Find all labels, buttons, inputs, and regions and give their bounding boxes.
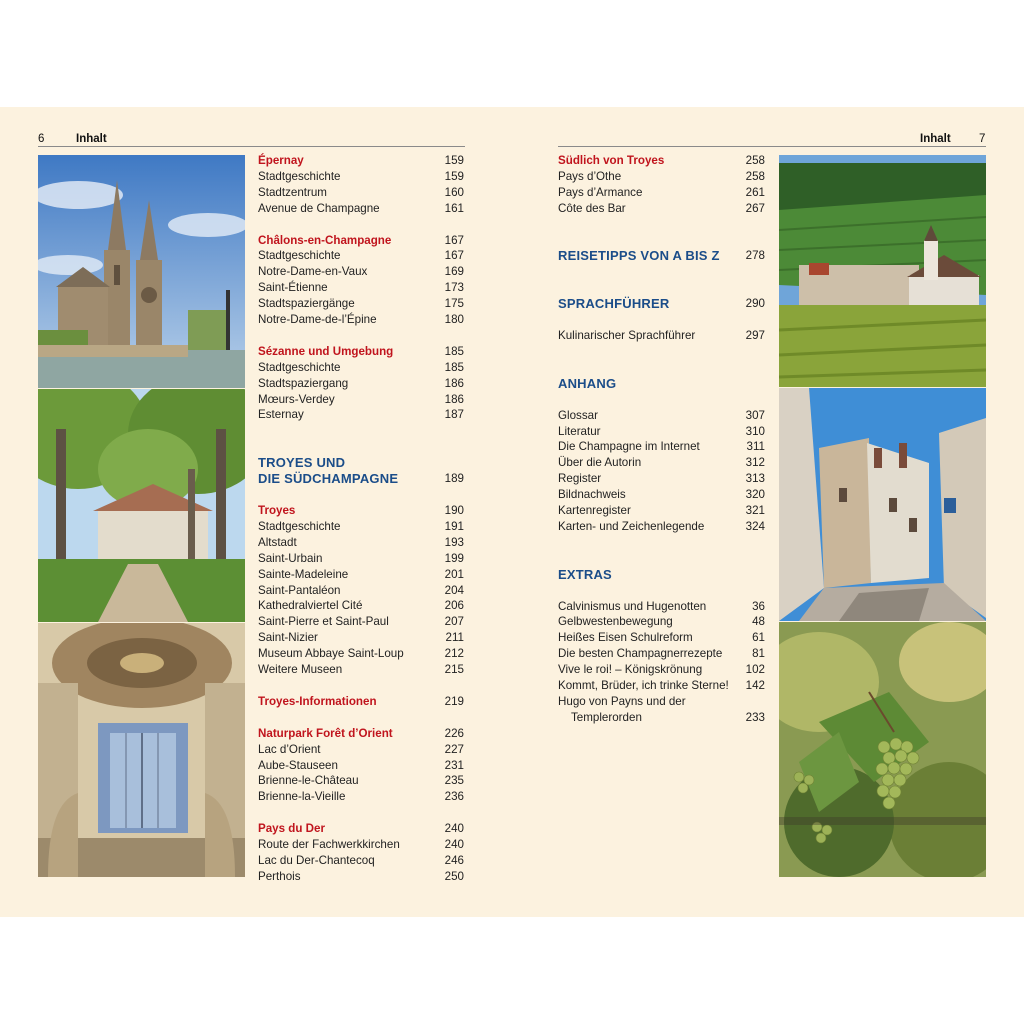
toc-entry[interactable] [258,614,464,630]
toc-entry[interactable] [258,296,464,312]
toc-label: Sézanne und Umgebung [258,344,394,358]
photo-vineyard-village [779,155,986,387]
spacer [558,551,765,567]
toc-entry[interactable] [258,280,464,296]
toc-page-number: 235 [444,774,464,788]
toc-page-number: 161 [444,201,464,215]
toc-page-number: 201 [444,567,464,581]
toc-page-number: 186 [444,376,464,390]
toc-label: Museum Abbaye Saint-Loup [258,647,404,661]
toc-page-number: 191 [444,519,464,533]
toc-page-number: 267 [745,201,765,215]
toc-page-number: 321 [745,504,765,518]
toc-entry[interactable] [558,519,765,535]
toc-page-number: 175 [444,297,464,311]
toc-entry[interactable] [258,519,464,535]
toc-label: Brienne-la-Vieille [258,790,346,804]
toc-page-number: 193 [444,535,464,549]
toc-page-number: 48 [752,615,765,629]
toc-label: Pays du Der [258,822,326,836]
toc-page-number: 219 [444,694,464,708]
spacer [558,535,765,551]
spacer [258,805,464,821]
toc-entry[interactable] [258,551,464,567]
toc-label: Saint-Pierre et Saint-Paul [258,615,389,629]
toc-page-number: 185 [444,344,464,358]
toc-entry[interactable] [258,869,464,885]
toc-page-number: 312 [745,456,765,470]
toc-page-number: 307 [745,408,765,422]
toc-page-number: 250 [444,869,464,883]
toc-label: Troyes-Informationen [258,694,377,708]
toc-label: Kathedralviertel Cité [258,599,363,613]
toc-label: Weitere Museen [258,663,343,677]
spacer [558,233,765,249]
toc-chapter-heading[interactable] [258,344,464,360]
toc-entry[interactable] [258,773,464,789]
left-page-number: 6 [38,133,45,145]
toc-label: Glossar [558,408,598,422]
spacer [258,423,464,439]
toc-label [258,455,398,487]
toc-entry[interactable] [258,598,464,614]
toc-entry[interactable] [258,837,464,853]
toc-page-number: 290 [745,297,765,311]
spacer [558,280,765,296]
toc-label: Karten- und Zeichenlegende [558,520,705,533]
spacer [258,328,464,344]
toc-label: Troyes [258,504,296,518]
toc-entry[interactable] [558,710,765,726]
right-header-rule [558,146,986,147]
toc-page-number: 169 [444,265,464,279]
toc-entry[interactable] [258,201,464,217]
right-running-head: Inhalt [920,133,951,145]
toc-label-line1: TROYES UND [258,455,346,471]
toc-page-number: 246 [444,853,464,867]
toc-chapter-heading[interactable] [258,233,464,249]
toc-label: Über die Autorin [558,456,642,470]
toc-page-number: 199 [444,551,464,565]
toc-entry[interactable] [258,742,464,758]
toc-chapter-heading[interactable] [258,694,464,710]
toc-label: Lac du Der-Chantecoq [258,853,375,867]
toc-page-number: 186 [444,392,464,406]
photo-cathedral-chalons [38,155,245,388]
toc-label: Register [558,472,602,486]
toc-chapter-heading[interactable] [558,153,765,169]
toc-label: Bildnachweis [558,488,626,502]
toc-label: Stadtgeschichte [258,249,341,263]
toc-label: ANHANG [558,375,617,391]
toc-page-number: 226 [444,726,464,740]
toc-label: Saint-Nizier [258,631,318,645]
toc-page-number: 159 [444,169,464,183]
toc-label: Südlich von Troyes [558,154,665,167]
right-page-number: 7 [979,133,986,145]
toc-page-number: 311 [746,440,765,454]
toc-entry[interactable] [258,758,464,774]
toc-label: Stadtzentrum [258,185,327,199]
toc-section-heading[interactable] [558,248,765,264]
photo-village-street [779,388,986,621]
toc-entry[interactable] [558,678,765,694]
toc-label: Kulinarischer Sprachführer [558,329,696,343]
toc-entry[interactable] [558,408,765,424]
toc-page-number: 81 [752,647,765,661]
toc-page-number: 215 [444,663,464,677]
toc-chapter-heading[interactable] [258,726,464,742]
toc-page-number: 211 [445,631,464,645]
spacer [558,360,765,376]
toc-entry[interactable] [558,471,765,487]
photo-grapes-vine [779,622,986,877]
toc-label: Notre-Dame-de-l’Épine [258,313,377,327]
spacer [258,710,464,726]
toc-label: Brienne-le-Château [258,774,359,788]
toc-label: Saint-Urbain [258,551,323,565]
toc-label: Sainte-Madeleine [258,567,349,581]
spacer [258,217,464,233]
toc-label: Die besten Champagnerrezepte [558,647,723,661]
toc-page-number: 189 [444,472,464,486]
toc-entry[interactable] [558,328,765,344]
spacer [258,487,464,503]
toc-entry[interactable] [258,535,464,551]
toc-label: Stadtspaziergang [258,376,349,390]
toc-section-heading[interactable] [558,296,765,312]
toc-label: Vive le roi! – Königskrönung [558,663,703,677]
spacer [558,583,765,599]
toc-page-number: 167 [444,249,464,263]
left-toc-column [258,153,464,885]
spacer [558,392,765,408]
toc-label: Calvinismus und Hugenotten [558,599,707,613]
toc-label: Stadtgeschichte [258,360,341,374]
toc-page-number: 160 [444,185,464,199]
toc-section-heading[interactable] [258,455,464,487]
spacer [558,344,765,360]
toc-page-number: 212 [444,647,464,661]
toc-page-number: 190 [444,504,464,518]
toc-label: Châlons-en-Champagne [258,233,392,247]
toc-entry[interactable] [558,439,765,455]
toc-label: Heißes Eisen Schulreform [558,631,693,645]
toc-page-number: 240 [444,838,464,852]
toc-page-number: 61 [752,631,765,645]
toc-label-line2: DIE SÜDCHAMPAGNE [258,471,399,487]
toc-label: Altstadt [258,535,297,549]
toc-page-number: 324 [745,520,765,533]
toc-label: Notre-Dame-en-Vaux [258,265,368,279]
toc-chapter-heading[interactable] [258,821,464,837]
toc-page-number: 159 [444,154,464,167]
left-header-rule [38,146,465,147]
toc-entry[interactable] [258,407,464,423]
toc-page-number: 258 [745,154,765,167]
toc-label: Kommt, Brüder, ich trinke Sterne! [558,679,729,693]
toc-label: Stadtgeschichte [258,519,341,533]
toc-label: Gelbwestenbewegung [558,615,673,629]
toc-entry[interactable] [258,630,464,646]
toc-label: Pays d’Othe [558,169,622,183]
toc-chapter-heading[interactable] [258,503,464,519]
toc-entry[interactable] [558,646,765,662]
toc-label: Templerorden [571,710,642,724]
toc-label: Kartenregister [558,504,631,518]
toc-entry[interactable] [258,312,464,328]
toc-entry[interactable] [558,694,765,710]
toc-entry[interactable] [558,169,765,185]
toc-page-number: 240 [444,822,464,836]
toc-label: Côte des Bar [558,201,626,215]
toc-label: SPRACHFÜHRER [558,296,670,312]
toc-entry[interactable] [258,789,464,805]
toc-label: Literatur [558,424,601,438]
toc-page-number: 236 [444,790,464,804]
toc-entry[interactable] [558,630,765,646]
toc-entry[interactable] [258,264,464,280]
toc-chapter-heading[interactable] [258,153,464,169]
toc-label: Saint-Pantaléon [258,583,341,597]
toc-entry[interactable] [558,185,765,201]
toc-label: REISETIPPS VON A BIS Z [558,248,720,264]
toc-page-number: 142 [745,679,765,693]
toc-entry[interactable] [258,583,464,599]
toc-label: Perthois [258,869,301,883]
toc-page-number: 258 [745,169,765,183]
toc-page-number: 206 [444,599,464,613]
toc-entry[interactable] [258,185,464,201]
toc-label: Avenue de Champagne [258,201,380,215]
left-running-head: Inhalt [76,133,107,145]
toc-entry[interactable] [558,455,765,471]
spacer [558,312,765,328]
toc-label: Esternay [258,408,304,422]
toc-label: Mœurs-Verdey [258,392,335,406]
toc-entry[interactable] [258,376,464,392]
toc-section-heading[interactable] [558,567,765,583]
photo-church-ceiling [38,623,245,877]
toc-entry[interactable] [558,503,765,519]
spacer [558,264,765,280]
toc-label: Lac d’Orient [258,742,321,756]
toc-page-number: 187 [444,408,464,422]
toc-label: Hugo von Payns und der [558,695,686,709]
toc-page-number: 173 [444,281,464,295]
toc-label: Route der Fachwerkkirchen [258,838,400,852]
toc-label: Stadtspaziergänge [258,297,355,311]
toc-page-number: 231 [444,758,464,772]
toc-entry[interactable] [558,201,765,217]
toc-page-number: 204 [444,583,464,597]
photo-tree-lined-park [38,389,245,622]
toc-entry[interactable] [558,599,765,615]
toc-label: Pays d’Armance [558,185,643,199]
toc-page-number: 227 [444,742,464,756]
toc-entry[interactable] [258,853,464,869]
toc-label: Aube-Stauseen [258,758,338,772]
toc-page-number: 36 [752,599,765,613]
toc-page-number: 261 [745,185,765,199]
toc-label: Die Champagne im Internet [558,440,700,454]
toc-label: EXTRAS [558,566,612,582]
toc-page-number: 167 [444,233,464,247]
toc-page-number: 320 [745,488,765,502]
toc-page-number: 310 [745,424,765,438]
toc-entry[interactable] [258,169,464,185]
toc-label: Saint-Étienne [258,281,328,295]
toc-label: Naturpark Forêt d’Orient [258,726,393,740]
toc-page-number: 278 [745,249,765,263]
toc-label: Stadtgeschichte [258,169,341,183]
toc-entry[interactable] [558,487,765,503]
spacer [258,439,464,455]
spacer [258,678,464,694]
right-toc-column [558,153,765,726]
toc-entry[interactable] [258,646,464,662]
toc-entry[interactable] [258,360,464,376]
toc-entry[interactable] [258,662,464,678]
toc-entry[interactable] [558,424,765,440]
toc-entry[interactable] [258,248,464,264]
toc-page-number: 180 [444,313,464,327]
spacer [558,217,765,233]
toc-entry[interactable] [558,662,765,678]
toc-entry[interactable] [258,392,464,408]
toc-label: Épernay [258,154,304,167]
toc-page-number: 185 [444,360,464,374]
toc-entry[interactable] [558,614,765,630]
toc-section-heading[interactable] [558,376,765,392]
toc-page-number: 297 [745,329,765,343]
toc-page-number: 102 [745,663,765,677]
toc-page-number: 233 [745,710,765,724]
toc-page-number: 313 [745,472,765,486]
toc-page-number: 207 [444,615,464,629]
toc-entry[interactable] [258,567,464,583]
